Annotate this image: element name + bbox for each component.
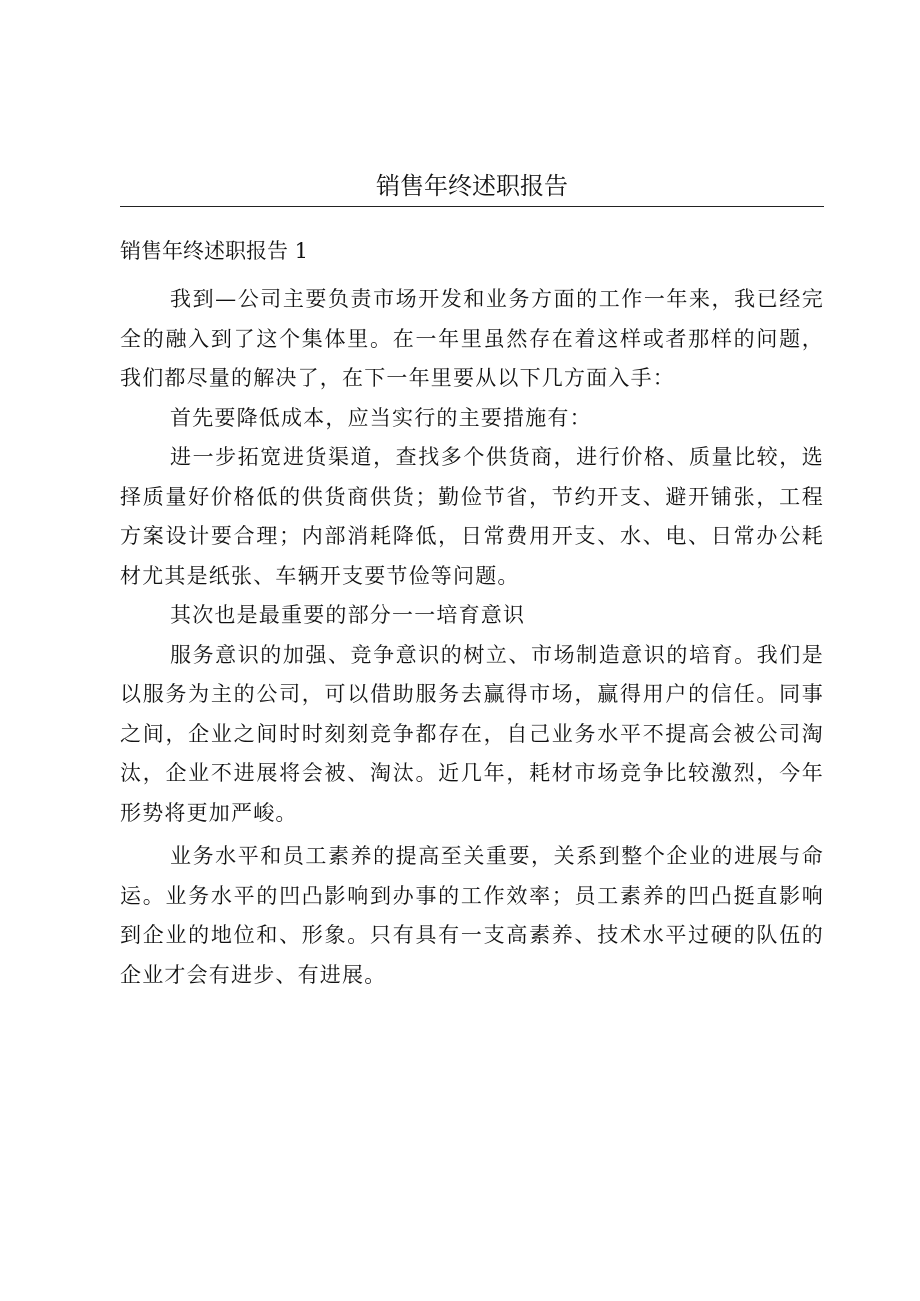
document-body xyxy=(120,280,824,995)
paragraph-cost-measures: 进一步拓宽进货渠道，查找多个供货商，进行价格、质量比较，选择质量好价格低的供货商供货；勤俭节省，节约开支、避开铺张，工程方案设计要合理；内部消耗降低，日常费用开支、水、电、日常办公耗材尤其是纸张、车辆开支要节俭等问题。 xyxy=(120,445,824,588)
paragraph-quality: 业务水平和员工素养的提高至关重要，关系到整个企业的进展与命运。业务水平的凹凸影响到办事的工作效率；员工素养的凹凸挺直影响到企业的地位和、形象。只有具有一支高素养、技术水平过硬的队伍的企业才会有进步、有进展。 xyxy=(120,844,824,987)
document-title: 销售年终述职报告 xyxy=(376,172,568,200)
title-underline xyxy=(120,206,824,207)
paragraph-cost-heading: 首先要降低成本，应当实行的主要措施有： xyxy=(170,405,592,430)
paragraph-awareness-heading: 其次也是最重要的部分一一培育意识 xyxy=(170,603,526,627)
paragraph-awareness: 服务意识的加强、竞争意识的树立、市场制造意识的培育。我们是以服务为主的公司，可以借助服务去赢得市场，赢得用户的信任。同事之间，企业之间时时刻刻竞争都存在，自己业务水平不提高会被公司淘汰，企业不进展将会被、淘汰。近几年，耗材市场竞争比较激烈，今年形势将更加严峻。 xyxy=(120,642,824,825)
section-heading: 销售年终述职报告 1 xyxy=(120,239,309,263)
paragraph-intro: 我到—公司主要负责市场开发和业务方面的工作一年来，我已经完全的融入到了这个集体里。在一年里虽然存在着这样或者那样的问题，我们都尽量的解决了，在下一年里要从以下几方面入手： xyxy=(120,287,824,390)
